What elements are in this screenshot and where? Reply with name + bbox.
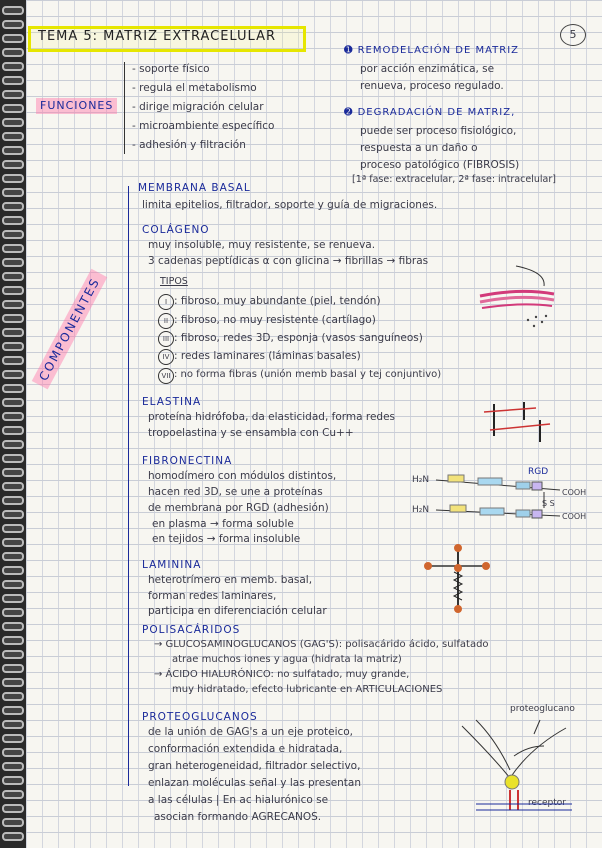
- page-title: TEMA 5: MATRIZ EXTRACELULAR: [38, 29, 276, 44]
- fibronectina-line: en plasma → forma soluble: [152, 518, 294, 530]
- page-number: 5: [560, 24, 586, 46]
- fibronectina-line: homodímero con módulos distintos,: [148, 470, 337, 482]
- membrana-basal-text: limita epitelios, filtrador, soporte y guía de migraciones.: [142, 199, 438, 211]
- elastina-line: tropoelastina y se ensambla con Cu++: [148, 427, 354, 439]
- funcion-item: - microambiente específico: [132, 120, 275, 132]
- tipo-number: II: [158, 313, 174, 329]
- tipo-number: IV: [158, 349, 174, 365]
- laminin-cross-drawing: [420, 542, 492, 616]
- colageno-line: 3 cadenas peptídicas α con glicina → fibrillas → fibras: [148, 255, 429, 267]
- remodelacion-line: por acción enzimática, se: [360, 63, 495, 75]
- funcion-item: - soporte físico: [132, 63, 210, 75]
- fibronectin-dimer-drawing: [432, 472, 564, 526]
- funciones-brace: [124, 62, 125, 154]
- componentes-label: COMPONENTES: [30, 265, 112, 391]
- tipo-number: I: [158, 294, 174, 310]
- tipo-text: : no forma fibras (unión memb basal y tej conjuntivo): [174, 369, 442, 380]
- polisacaridos-line: atrae muchos iones y agua (hidrata la matriz): [172, 654, 402, 665]
- proteoglucanos-title: PROTEOGLUCANOS: [142, 711, 258, 723]
- laminina-line: participa en diferenciación celular: [148, 605, 327, 617]
- tipo-text: : fibroso, no muy resistente (cartílago): [174, 314, 376, 326]
- laminina-title: LAMININA: [142, 559, 202, 571]
- polisacaridos-line: → GLUCOSAMINOGLUCANOS (GAG'S): polisacárido ácido, sulfatado: [154, 639, 489, 650]
- disulfide-label: S S: [542, 499, 555, 508]
- tipo-text: : fibroso, redes 3D, esponja (vasos sanguíneos): [174, 332, 423, 344]
- fibronectina-title: FIBRONECTINA: [142, 455, 233, 467]
- laminina-line: forman redes laminares,: [148, 590, 277, 602]
- proteoglucanos-line: enlazan moléculas señal y las presentan: [148, 777, 362, 789]
- laminina-line: heterotrímero en memb. basal,: [148, 574, 313, 586]
- tipo-number: VII: [158, 368, 174, 384]
- collagen-fibers-drawing: [476, 262, 566, 332]
- fibronectina-line: de membrana por RGD (adhesión): [148, 502, 329, 514]
- funcion-item: - dirige migración celular: [132, 101, 264, 113]
- proteoglycan-receptor-drawing: [456, 716, 576, 826]
- funcion-item: - regula el metabolismo: [132, 82, 257, 94]
- colageno-line: muy insoluble, muy resistente, se renueva.: [148, 239, 376, 251]
- receptor-label: receptor: [528, 798, 566, 808]
- tipo-number: III: [158, 331, 174, 347]
- funcion-item: - adhesión y filtración: [132, 139, 246, 151]
- degradacion-title: ➋ DEGRADACIÓN DE MATRIZ,: [344, 107, 516, 118]
- cooh-label: COOH: [562, 488, 587, 497]
- polisacaridos-title: POLISACÁRIDOS: [142, 624, 241, 636]
- tipo-text: : redes laminares (láminas basales): [174, 350, 361, 362]
- proteoglucano-label: proteoglucano: [510, 704, 575, 714]
- degradacion-line: proceso patológico (FIBROSIS): [360, 159, 520, 171]
- tipo-text: : fibroso, muy abundante (piel, tendón): [174, 295, 381, 307]
- proteoglucanos-line: gran heterogeneidad, filtrador selectivo,: [148, 760, 361, 772]
- degradacion-phases: [1ª fase: extracelular, 2ª fase: intracelular]: [352, 174, 556, 185]
- notebook-spiral: [0, 0, 26, 848]
- polisacaridos-line: muy hidratado, efecto lubricante en ARTICULACIONES: [172, 684, 443, 695]
- h2n-label: H₂N: [412, 475, 430, 485]
- proteoglucanos-line: a las células | En ac hialurónico se: [148, 794, 329, 806]
- degradacion-line: respuesta a un daño o: [360, 142, 478, 154]
- proteoglucanos-line: asocian formando AGRECANOS.: [154, 811, 322, 823]
- colageno-title: COLÁGENO: [142, 224, 210, 236]
- funciones-label: FUNCIONES: [36, 98, 117, 114]
- elastin-network-drawing: [480, 398, 560, 448]
- remodelacion-title: ➊ REMODELACIÓN DE MATRIZ: [344, 45, 520, 56]
- tipos-label: TIPOS: [160, 276, 188, 287]
- proteoglucanos-line: conformación extendida e hidratada,: [148, 743, 343, 755]
- fibronectina-line: hacen red 3D, se une a proteínas: [148, 486, 323, 498]
- componentes-brace: [128, 186, 129, 786]
- proteoglucanos-line: de la unión de GAG's a un eje proteico,: [148, 726, 354, 738]
- remodelacion-line: renueva, proceso regulado.: [360, 80, 504, 92]
- rgd-label: RGD: [528, 467, 549, 477]
- elastina-line: proteína hidrófoba, da elasticidad, forma redes: [148, 411, 396, 423]
- membrana-basal-title: MEMBRANA BASAL: [138, 182, 251, 194]
- cooh-label: COOH: [562, 512, 587, 521]
- fibronectina-line: en tejidos → forma insoluble: [152, 533, 301, 545]
- polisacaridos-line: → ÁCIDO HIALURÓNICO: no sulfatado, muy grande,: [154, 669, 410, 680]
- h2n-label: H₂N: [412, 505, 430, 515]
- elastina-title: ELASTINA: [142, 396, 202, 408]
- degradacion-line: puede ser proceso fisiológico,: [360, 125, 517, 137]
